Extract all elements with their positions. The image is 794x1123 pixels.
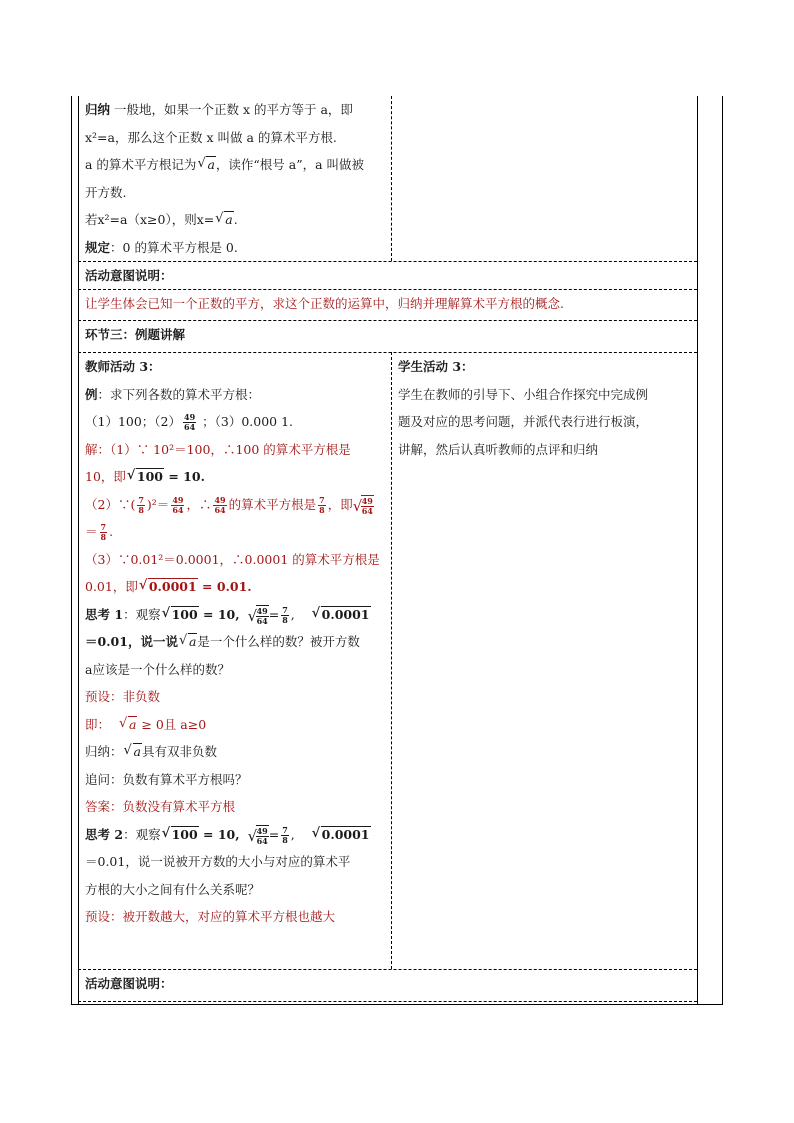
numerator: 49 [184,412,196,422]
sqrt-0001 [312,821,371,849]
example-text: ：求下列各数的算术平方根： [97,386,261,402]
intent-title: 活动意图说明： [85,268,173,283]
think-1-line-2-post: 是一个什么样的数？被开方数 [197,634,360,649]
numerator: 7 [100,522,107,532]
radicand: a [188,634,197,649]
definition-line: x²=a，那么这个正数 x 叫做 a 的算术平方根. [85,129,337,145]
summary-post: 具有双非负数 [141,744,217,759]
denominator: 64 [214,504,226,515]
student-line: 讲解，然后认真听教师的点评和归纳 [398,441,599,457]
denominator: 64 [184,422,196,432]
radicand: 100 [136,469,163,484]
numerator: 7 [319,494,325,505]
radicand: 100 [171,606,198,622]
denominator: 8 [319,504,325,515]
denominator: 64 [172,504,184,515]
numerator: 7 [138,494,144,505]
student-title: 学生活动 3： [398,359,474,374]
denominator: 8 [138,504,144,515]
sqrt-a-symbol [124,738,142,766]
solution-2-pre: （2）∵( [85,496,136,512]
preset-1: 预设：非负数 [85,689,161,704]
summary-pre: 归纳： [85,744,123,759]
solution-2-mid: ，∴ [186,496,212,512]
fraction-7-8 [100,523,108,542]
summary-label: 归纳 [85,102,111,117]
numerator: 7 [282,604,288,615]
solution-2-mid: ，即 [327,496,353,512]
sqrt-100 [162,601,199,629]
sqrt-0001 [139,573,198,601]
example-label: 例 [85,386,98,402]
sqrt-a-symbol [197,151,215,179]
notation-text-post: ，读作“根号 a”，a 叫做被 [215,157,365,172]
denominator: 64 [256,835,268,846]
denominator: 8 [282,834,288,845]
think-2-line-2: ＝0.01，说一说被开方数的大小与对应的算术平 [85,854,351,869]
rule-label: 规定 [85,239,111,255]
fraction-7-8 [137,496,145,515]
radicand: a [225,212,233,227]
answer: 答案：负数没有算术平方根 [85,799,236,814]
intent-title: 活动意图说明： [85,976,173,991]
table-inner-left-border [78,96,79,1004]
sqrt-49-64 [248,601,269,629]
solution-1a: 解：（1）∵ 10²＝100，∴100 的算术平方根是 [85,441,351,457]
preset-2-pre: 即： [85,716,111,732]
sqrt-49-64 [353,491,374,519]
solution-1b-post: = 10. [164,469,205,484]
think-2-equals: = [268,826,280,842]
think-2-text: ：观察 [123,826,161,842]
question-text-end: ；（3）0.000 1. [198,414,294,429]
summary-block [85,96,364,261]
sqrt-a-symbol [179,628,197,656]
teacher-activity [85,353,380,931]
row-divider [78,1001,697,1002]
sqrt-100 [127,463,164,491]
column-divider-top [391,96,392,261]
denominator: 64 [361,505,373,516]
radicand: a [207,157,215,172]
numerator: 49 [172,494,184,505]
preset-3: 预设：被开数越大，对应的算术平方根也越大 [85,909,336,924]
radicand: a [133,744,141,759]
think-1-comma: , [290,606,295,622]
denominator: 8 [282,614,288,625]
solution-3b-post: = 0.01. [197,579,252,594]
think-1-equals: = [268,606,280,622]
teacher-title: 教师活动 3： [85,359,161,374]
numerator: 7 [282,824,288,835]
think-2-line-3: 方根的大小之间有什么关系呢？ [85,881,261,897]
think-1-text: ：观察 [123,606,161,622]
solution-2b-pre: ＝ [85,524,98,539]
numerator: √ 49 [256,825,268,836]
denominator: 64 [256,615,268,626]
fraction-7-8 [281,606,289,625]
sqrt-a-symbol [215,206,233,234]
sqrt-49-64 [248,821,269,849]
intent-text-block [85,290,564,318]
think-2-value: = 10, [198,826,240,842]
solution-2b-post: . [109,524,114,539]
intent-text: 让学生体会已知一个正数的平方，求这个正数的运算中，归纳并理解算术平方根的概念. [85,296,564,311]
condition-text: 若x²=a（x≥0），则x= [85,212,215,227]
section-header [85,321,185,349]
radicand-line: 开方数. [85,184,127,200]
fraction-7-8 [318,496,326,515]
sqrt-a-symbol [119,711,137,739]
radicand: a [128,716,137,732]
fraction-49-64 [183,413,196,432]
radicand: 0.0001 [148,579,197,594]
notation-text: a 的算术平方根记为 [85,157,197,172]
think-1-label: 思考 1 [85,606,124,622]
sqrt-100 [162,821,199,849]
numerator: 49 [214,494,226,505]
radicand: 100 [171,826,198,842]
numerator: √ 49 [361,495,373,506]
solution-3a: （3）∵0.01²＝0.0001，∴0.0001 的算术平方根是 [85,551,380,567]
radicand: 0.0001 [321,606,370,622]
solution-2-mid: )²＝ [146,496,170,512]
radicand: 0.0001 [321,826,370,842]
student-line: 学生在教师的引导下、小组合作探究中完成例 [398,386,649,402]
think-2-label: 思考 2 [85,826,124,842]
fraction-49-64 [171,496,184,515]
preset-2-post: ≥ 0且 a≥0 [137,716,207,732]
sqrt-0001 [312,601,371,629]
intent-block-1 [85,262,173,290]
condition-end: . [233,212,238,227]
column-divider-activity [391,352,392,969]
summary-text: 一般地，如果一个正数 x 的平方等于 a，即 [110,102,353,117]
think-2-comma: , [290,826,295,842]
section-title: 环节三：例题讲解 [85,327,186,342]
fraction-7-8 [281,826,289,845]
denominator: 8 [100,532,107,542]
solution-1b-pre: 10，即 [85,469,126,484]
rule-text: ：0 的算术平方根是 0. [110,239,238,255]
intent-block-2 [85,970,173,998]
think-1-line-2: ＝0.01，说一说 [85,634,178,649]
student-line: 题及对应的思考问题，并派代表行进行板演， [398,414,649,429]
numerator: √ 49 [256,605,268,616]
think-1-line-3: a应该是一个什么样的数？ [85,661,230,677]
question-text: （1）100；（2） [85,414,182,429]
table-inner-right-border [697,96,698,1004]
solution-3b-pre: 0.01，即 [85,579,138,594]
think-1-value: = 10, [198,606,240,622]
fraction-49-64 [213,496,226,515]
solution-2-mid: 的算术平方根是 [228,496,317,512]
student-activity [398,353,688,463]
follow-up-question: 追问：负数有算术平方根吗？ [85,771,248,787]
